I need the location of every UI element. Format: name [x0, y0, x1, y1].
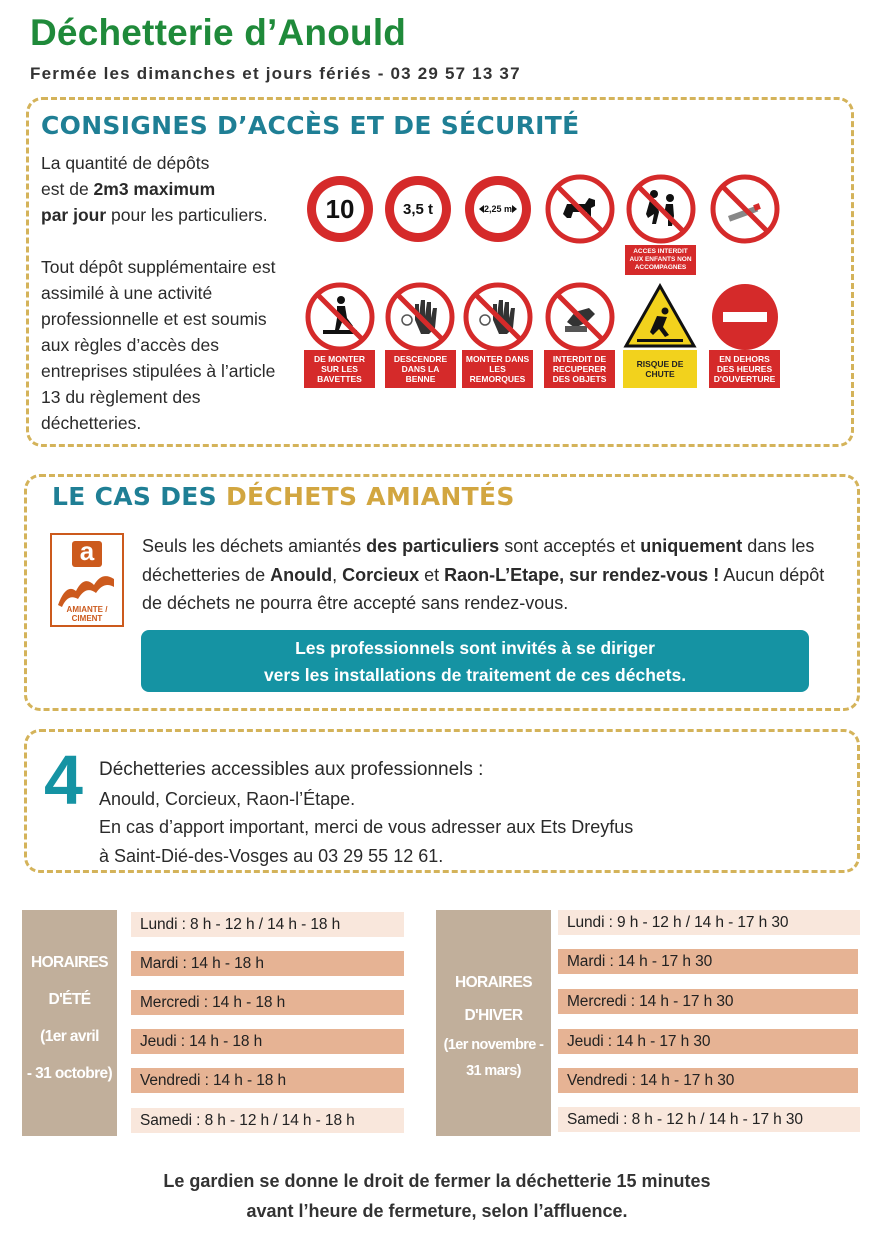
winter-hours-row: Samedi : 8 h - 12 h / 14 h - 17 h 30 — [558, 1107, 860, 1132]
summer-hours-row: Jeudi : 14 h - 18 h — [131, 1029, 404, 1054]
fall-risk-sign — [623, 283, 697, 349]
page-subtitle: Fermée les dimanches et jours fériés - 03 29 57 13 37 — [30, 64, 521, 83]
professional-count: 4 — [44, 741, 83, 819]
no-descend-sign — [385, 282, 455, 352]
closing-notice: Le gardien se donne le droit de fermer la déchetterie 15 minutes avant l’heure de fermeture, selon l’affluence. — [163, 1171, 711, 1221]
no-smoking-sign — [710, 174, 780, 244]
asbestos-cement-logo: a AMIANTE / CIMENT — [50, 533, 124, 627]
winter-hours-row: Jeudi : 14 h - 17 h 30 — [558, 1029, 858, 1054]
page-title: Déchetterie d’Anould — [30, 12, 407, 53]
no-children-label: ACCES INTERDIT AUX ENFANTS NON ACCOMPAGNES — [625, 245, 696, 275]
no-trailer-climb-sign — [463, 282, 533, 352]
fall-risk-label: RISQUE DE CHUTE — [623, 350, 697, 388]
no-recovering-sign — [545, 282, 615, 352]
no-climbing-sign — [305, 282, 375, 352]
access-rules-heading: CONSIGNES D’ACCÈS ET DE SÉCURITÉ — [41, 111, 580, 140]
winter-hours-row: Vendredi : 14 h - 17 h 30 — [558, 1068, 858, 1093]
summer-hours-row: Lundi : 8 h - 12 h / 14 h - 18 h — [131, 912, 404, 937]
no-climbing-label: DE MONTER SUR LES BAVETTES — [304, 350, 375, 388]
no-entry-sign — [710, 282, 780, 352]
width-limit-sign: 2,25 m — [463, 174, 533, 244]
professionals-text: Déchetteries accessibles aux professionnels : Anould, Corcieux, Raon-l’Étape. En cas d’apport important, merci de vous adresser aux Ets Dreyfus à Saint-Dié-des-Vosges au 03 29 55 12 61. — [99, 759, 634, 866]
winter-hours-row: Mercredi : 14 h - 17 h 30 — [558, 989, 858, 1014]
summer-hours-label: HORAIRES D'ÉTÉ (1er avril - 31 octobre) — [22, 910, 117, 1136]
speed-limit-10-sign: 10 — [305, 174, 375, 244]
professionals-banner: Les professionnels sont invités à se diriger vers les installations de traitement de ces déchets. — [141, 630, 809, 692]
asbestos-heading: LE CAS DES DÉCHETS AMIANTÉS — [52, 482, 515, 511]
summer-hours-row: Mardi : 14 h - 18 h — [131, 951, 404, 976]
summer-hours-row: Samedi : 8 h - 12 h / 14 h - 18 h — [131, 1108, 404, 1133]
no-entry-label: EN DEHORS DES HEURES D'OUVERTURE — [709, 350, 780, 388]
access-rules-text — [41, 150, 301, 436]
weight-limit-sign: 3,5 t — [383, 174, 453, 244]
quantity-rule: La quantité de dépôts est de 2m3 maximum par jour pour les particuliers. — [41, 153, 268, 225]
no-children-sign — [626, 174, 696, 244]
supplementary-rule: Tout dépôt supplémentaire est assimilé à une activité professionnelle et est soumis aux règles d’accès des entreprises stipulées à l’article 13 du règlement des déchetteries. — [41, 257, 276, 433]
winter-hours-row: Lundi : 9 h - 12 h / 14 h - 17 h 30 — [558, 910, 860, 935]
no-trailer-climb-label: MONTER DANS LES REMORQUES — [462, 350, 533, 388]
summer-hours-row: Vendredi : 14 h - 18 h — [131, 1068, 404, 1093]
summer-hours-row: Mercredi : 14 h - 18 h — [131, 990, 404, 1015]
asbestos-text: Seuls les déchets amiantés des particuliers sont acceptés et uniquement dans les déchetteries de Anould, Corcieux et Raon-L’Etape, sur rendez-vous ! Aucun dépôt de déchets ne pourra être accepté sans rendez-vous. — [142, 536, 825, 613]
no-recovering-label: INTERDIT DE RECUPERER DES OBJETS — [544, 350, 615, 388]
no-dogs-sign — [545, 174, 615, 244]
winter-hours-row: Mardi : 14 h - 17 h 30 — [558, 949, 858, 974]
no-descend-label: DESCENDRE DANS LA BENNE — [385, 350, 456, 388]
winter-hours-label: HORAIRES D'HIVER (1er novembre - 31 mars) — [436, 910, 551, 1136]
